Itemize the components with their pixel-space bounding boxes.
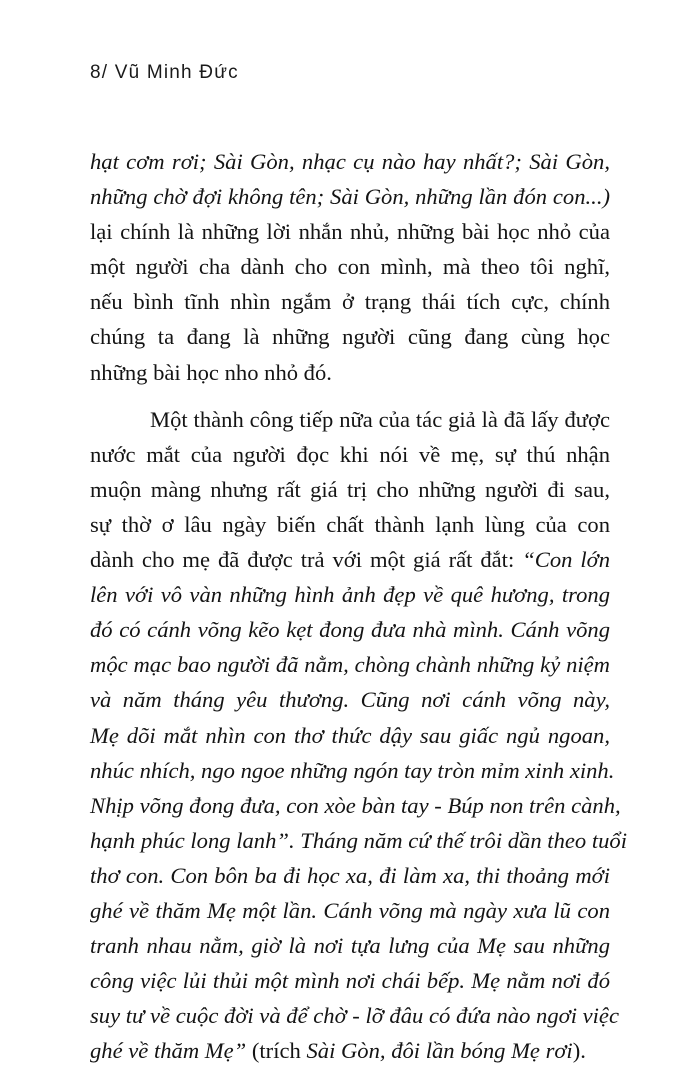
- text-line: [90, 682, 610, 717]
- text-line: [90, 284, 610, 319]
- italic-text: hạt cơm rơi; Sài Gòn, nhạc cụ nào hay nhất?; Sài Gòn,: [90, 149, 610, 174]
- italic-text: nhúc nhích, ngo ngoe những ngón tay tròn mỉm xinh xinh.: [90, 757, 615, 783]
- text-run: Một thành công tiếp nữa của tác giả là đã lấy được: [150, 406, 610, 432]
- text-run: muộn màng nhưng rất giá trị cho những người đi sau,: [90, 476, 610, 502]
- text-line: [90, 928, 610, 963]
- text-line: [90, 319, 610, 354]
- text-line: [90, 249, 610, 284]
- text-line: [90, 144, 610, 179]
- paragraph-gap: [90, 390, 610, 402]
- text-run: nếu bình tĩnh nhìn ngắm ở trạng thái tích cực, chính: [90, 289, 610, 315]
- text-run: chúng ta đang là những người cũng đang cùng học: [90, 324, 610, 350]
- text-line: [90, 577, 610, 612]
- italic-text: tranh nhau nằm, giờ là nơi tựa lưng của Mẹ sau những: [90, 933, 610, 959]
- text-line: [90, 214, 610, 249]
- text-line: [90, 998, 619, 1033]
- paragraph: [90, 402, 627, 1068]
- text-line: [90, 753, 615, 788]
- text-line: [90, 647, 610, 682]
- text-line: [90, 472, 610, 507]
- text-run: nước mắt của người đọc khi nói về mẹ, sự thú nhận: [90, 441, 610, 467]
- text-line: [90, 542, 610, 577]
- italic-text: mộc mạc bao người đã nằm, chòng chành những kỷ niệm: [90, 652, 610, 678]
- text-run: những bài học nho nhỏ đó.: [90, 359, 332, 385]
- text-line: [90, 1033, 610, 1068]
- text-line: [90, 355, 610, 390]
- paragraph: [90, 144, 610, 390]
- text-line: [90, 179, 610, 214]
- text-run: sự thờ ơ lâu ngày biến chất thành lạnh lùng của con: [90, 511, 610, 537]
- text-line: [90, 507, 610, 542]
- text-line: [90, 788, 621, 823]
- italic-text: Nhịp võng đong đưa, con xòe bàn tay - Búp non trên cành,: [90, 792, 621, 818]
- running-head: 8/ Vũ Minh Đức: [90, 62, 239, 83]
- text-line: [90, 893, 610, 928]
- italic-text: Mẹ dõi mắt nhìn con thơ thức dậy sau giấc ngủ ngoan,: [90, 722, 610, 748]
- italic-text: những chờ đợi không tên; Sài Gòn, những lần đón con...): [90, 184, 610, 210]
- text-run: một người cha dành cho con mình, mà theo tôi nghĩ,: [90, 254, 610, 280]
- italic-text: công việc lủi thủi một mình nơi chái bếp. Mẹ nằm nơi đó: [90, 968, 610, 994]
- text-line: [90, 402, 610, 437]
- body-text: [90, 144, 627, 1068]
- text-line: [90, 963, 610, 998]
- italic-text: “Con lớn: [522, 547, 610, 573]
- text-line: [90, 437, 610, 472]
- italic-text: ghé về thăm Mẹ”: [90, 1038, 247, 1064]
- text-line: [90, 612, 610, 647]
- text-run: ).: [572, 1038, 586, 1064]
- text-line: [90, 823, 627, 858]
- text-run: lại chính là những lời nhắn nhủ, những bài học nhỏ của: [90, 219, 610, 245]
- text-run: dành cho mẹ đã được trả với một giá rất đắt:: [90, 547, 523, 573]
- italic-text: Sài Gòn, đôi lần bóng Mẹ rơi: [306, 1038, 573, 1064]
- italic-text: và năm tháng yêu thương. Cũng nơi cánh võng này,: [90, 687, 610, 713]
- text-run: (trích: [246, 1038, 307, 1064]
- italic-text: thơ con. Con bôn ba đi học xa, đi làm xa, thi thoảng mới: [90, 862, 610, 888]
- italic-text: lên với vô vàn những hình ảnh đẹp về quê hương, trong: [90, 582, 610, 608]
- text-line: [90, 718, 610, 753]
- italic-text: đó có cánh võng kẽo kẹt đong đưa nhà mình. Cánh võng: [90, 617, 610, 643]
- italic-text: hạnh phúc long lanh”. Tháng năm cứ thế trôi dần theo tuổi: [90, 827, 627, 853]
- text-line: [90, 858, 610, 893]
- italic-text: ghé về thăm Mẹ một lần. Cánh võng mà ngày xưa lũ con: [90, 897, 610, 923]
- italic-text: suy tư về cuộc đời và để chờ - lỡ đâu có đứa nào ngơi việc: [90, 1003, 619, 1029]
